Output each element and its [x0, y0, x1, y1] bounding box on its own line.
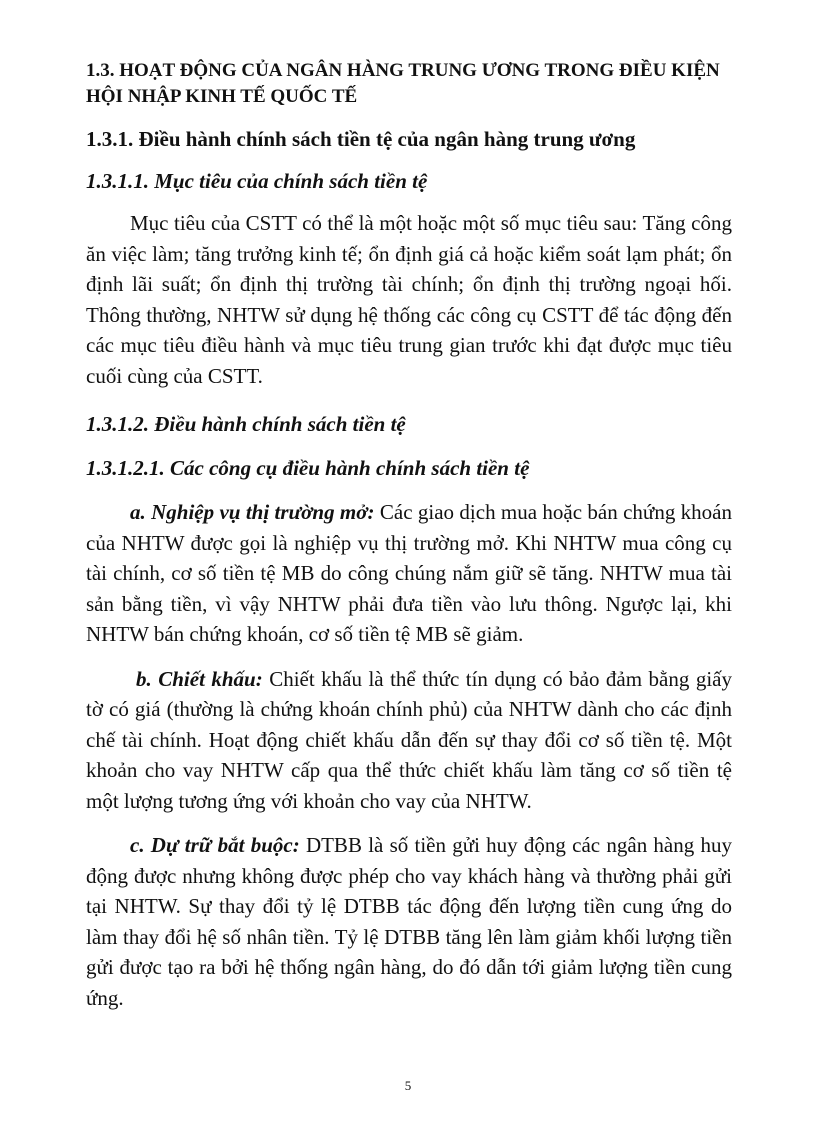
paragraph-muc-tieu: Mục tiêu của CSTT có thể là một hoặc một số mục tiêu sau: Tăng công ăn việc làm; tăng trưởng kinh tế; ổn định giá cả hoặc kiểm soát lạm phát; ổn định lãi suất; ổn định thị trường tài chính; ổn định thị trường ngoại hối. Thông thường, NHTW sử dụng hệ thống các công cụ CSTT để tác động đến các mục tiêu điều hành và mục tiêu trung gian trước khi đạt được mục tiêu cuối cùng của CSTT.: [86, 211, 732, 388]
item-b-lead: b. Chiết khấu:: [136, 666, 263, 691]
section-heading-1-3: 1.3. HOẠT ĐỘNG CỦA NGÂN HÀNG TRUNG ƯƠNG TRONG ĐIỀU KIỆN HỘI NHẬP KINH TẾ QUỐC TẾ: [86, 60, 720, 107]
section-heading-1-3-1: 1.3.1. Điều hành chính sách tiền tệ của ngân hàng trung ương: [86, 127, 636, 151]
section-heading-1-3-1-2: 1.3.1.2. Điều hành chính sách tiền tệ: [86, 412, 406, 436]
item-b-text: Chiết khấu là thể thức tín dụng có bảo đảm bằng giấy tờ có giá (thường là chứng khoán chính phủ) của NHTW dành cho các định chế tài chính. Hoạt động chiết khấu dẫn đến sự thay đổi cơ số tiền tệ. Một khoản cho vay NHTW cấp qua thể thức chiết khấu làm tăng cơ số tiền tệ một lượng tương ứng với khoản cho vay của NHTW.: [86, 666, 733, 813]
document-page: [86, 58, 732, 1027]
item-c-lead: c. Dự trữ bắt buộc:: [130, 833, 300, 857]
page-number: 5: [404, 1078, 412, 1093]
item-a-text: Các giao dịch mua hoặc bán chứng khoán của NHTW được gọi là nghiệp vụ thị trường mở. Khi NHTW mua công cụ tài chính, cơ số tiền tệ MB do công chúng nắm giữ sẽ tăng. NHTW mua tài sản bằng tiền, vì vậy NHTW phải đưa tiền vào lưu thông. Ngược lại, khi NHTW bán chứng khoán, cơ số tiền tệ MB sẽ giảm.: [86, 500, 732, 646]
item-a-lead: a. Nghiệp vụ thị trường mở:: [130, 500, 375, 524]
paragraph-item-c: [86, 830, 732, 1013]
section-heading-1-3-1-1: 1.3.1.1. Mục tiêu của chính sách tiền tệ: [86, 169, 428, 193]
paragraph-item-b: [86, 664, 732, 817]
paragraph-item-a: [86, 497, 732, 650]
item-c-text: DTBB là số tiền gửi huy động các ngân hàng huy động được nhưng không được phép cho vay khách hàng và thường phải gửi tại NHTW. Sự thay đổi tỷ lệ DTBB tác động đến lượng tiền cung ứng do làm thay đổi hệ số nhân tiền. Tỷ lệ DTBB tăng lên làm giảm khối lượng tiền gửi được tạo ra bởi hệ thống ngân hàng, do đó dẫn tới giảm lượng tiền cung ứng.: [86, 833, 732, 1010]
section-heading-1-3-1-2-1: 1.3.1.2.1. Các công cụ điều hành chính sách tiền tệ: [86, 456, 530, 480]
